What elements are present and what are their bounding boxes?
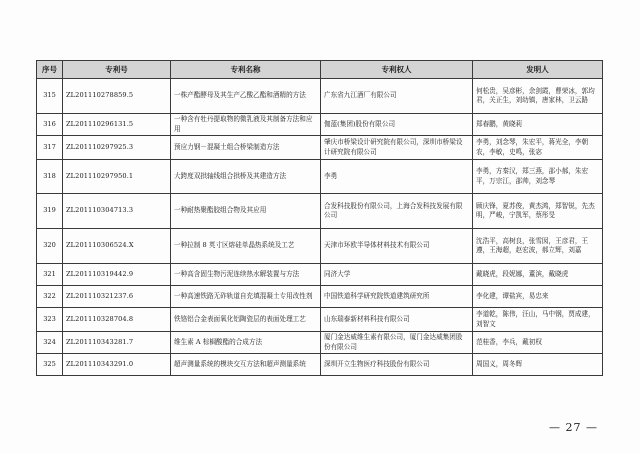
cell-patent-number: ZL201110296131.5 (63, 114, 171, 136)
cell-seq: 321 (37, 264, 63, 286)
cell-patent-name: 大跨度双拱轴线组合拱桥及其建造方法 (171, 160, 321, 194)
cell-inventor: 李化建，谭盐宾，易忠来 (473, 286, 603, 308)
cell-seq: 320 (37, 229, 63, 264)
header-patent-number: 专利号 (63, 61, 171, 79)
cell-seq: 323 (37, 308, 63, 332)
table-row (37, 79, 603, 114)
cell-inventor: 顾庆锋，夏苏俊，黄杰鸿，郑智锐，先杰明，严峻，宁凯军，蔡彤旻 (473, 194, 603, 229)
cell-seq: 319 (37, 194, 63, 229)
header-inventor: 发明人 (473, 61, 603, 79)
cell-inventor: 李勇，刘念琴，朱宏平，蒋光全，李朝农，李敏，史鸣，张宓 (473, 136, 603, 160)
cell-patent-number: ZL201110343281.7 (63, 332, 171, 354)
cell-patent-owner: 李勇 (321, 160, 473, 194)
table-row (37, 308, 603, 332)
table-row (37, 136, 603, 160)
table-row (37, 286, 603, 308)
cell-seq: 318 (37, 160, 63, 194)
patent-table (36, 60, 603, 376)
cell-patent-number: ZL201110321237.6 (63, 286, 171, 308)
cell-patent-owner: 厦门金达威维生素有限公司，厦门金达威集团股份有限公司 (321, 332, 473, 354)
cell-patent-name: 一种含有牡丹提取物的微乳液及其制备方法和应用 (171, 114, 321, 136)
cell-patent-number: ZL201110297925.3 (63, 136, 171, 160)
table-row (37, 332, 603, 354)
page-number: — 27 — (549, 421, 598, 434)
table-row (37, 114, 603, 136)
cell-patent-owner: 广东省九江酒厂有限公司 (321, 79, 473, 114)
cell-patent-number: ZL201110328704.8 (63, 308, 171, 332)
cell-patent-owner: 山东瑞泰新材料科技有限公司 (321, 308, 473, 332)
cell-patent-name: 维生素 A 棕榈酸酯的合成方法 (171, 332, 321, 354)
cell-patent-owner: 深圳开立生物医疗科技股份有限公司 (321, 354, 473, 376)
cell-inventor: 范桂香，李兵，戴初权 (473, 332, 603, 354)
cell-patent-name: 铁铬铝合金表面氧化铝陶瓷层的表面处理工艺 (171, 308, 321, 332)
cell-patent-name: 一种高速铁路无砟轨道自充填混凝土专用改性剂 (171, 286, 321, 308)
cell-inventor: 李勇，方秦汉，郑三燕，邵小郝，朱宏平，万宗江，邵帅，刘念琴 (473, 160, 603, 194)
cell-inventor: 戴晓虎，段妮娜，董滨，戴晓虎 (473, 264, 603, 286)
table-row (37, 160, 603, 194)
cell-patent-owner: 天津市环欧半导体材料技术有限公司 (321, 229, 473, 264)
cell-patent-name: 预应力钢－混凝土组合桥梁制造方法 (171, 136, 321, 160)
cell-inventor: 周国义，周冬辉 (473, 354, 603, 376)
cell-patent-name: 超声测量系统的模块交互方法和超声测量系统 (171, 354, 321, 376)
cell-inventor: 何松贵，吴彦彬，余剑霞，曹荣冰，郭均君，关正生，刘幼镇，唐家林，卫云路 (473, 79, 603, 114)
cell-inventor: 郑春鹏，黄晓莉 (473, 114, 603, 136)
table-row (37, 354, 603, 376)
table-row (37, 194, 603, 229)
header-patent-owner: 专利权人 (321, 61, 473, 79)
cell-patent-name: 一种耐热聚酯胶组合物及其应用 (171, 194, 321, 229)
cell-seq: 322 (37, 286, 63, 308)
cell-patent-number: ZL201110297950.1 (63, 160, 171, 194)
cell-patent-owner: 肇庆市桥梁设计研究院有限公司，深圳市桥梁设计研究院有限公司 (321, 136, 473, 160)
cell-patent-name: 一种拉制 8 英寸区熔硅单晶热系统及工艺 (171, 229, 321, 264)
cell-patent-number: ZL201110304713.3 (63, 194, 171, 229)
cell-patent-owner: 伽蓝(集团)股份有限公司 (321, 114, 473, 136)
cell-seq: 316 (37, 114, 63, 136)
cell-seq: 317 (37, 136, 63, 160)
cell-patent-number: ZL201110343291.0 (63, 354, 171, 376)
cell-inventor: 沈浩平，高树良，张雪囡，王彦君，王遵，王海超，赵宏波，郝立辉，刘嘉 (473, 229, 603, 264)
cell-inventor: 李道乾，陈伟，汪山，马中钢，贾成建，刘智文 (473, 308, 603, 332)
cell-patent-owner: 中国铁道科学研究院铁道建筑研究所 (321, 286, 473, 308)
cell-patent-name: 一株产酯酵母及其生产乙酸乙酯和酒精的方法 (171, 79, 321, 114)
table-header-row (37, 61, 603, 79)
cell-patent-name: 一种高含固生物污泥连续热水解装置与方法 (171, 264, 321, 286)
cell-patent-owner: 合发科技股份有限公司，上海合发科技发展有限公司 (321, 194, 473, 229)
cell-patent-number: ZL201110306524.X (63, 229, 171, 264)
cell-seq: 325 (37, 354, 63, 376)
header-patent-name: 专利名称 (171, 61, 321, 79)
cell-seq: 315 (37, 79, 63, 114)
table-row (37, 264, 603, 286)
cell-patent-number: ZL201110319442.9 (63, 264, 171, 286)
cell-seq: 324 (37, 332, 63, 354)
cell-patent-number: ZL201110278859.5 (63, 79, 171, 114)
cell-patent-owner: 同济大学 (321, 264, 473, 286)
table-row (37, 229, 603, 264)
header-seq: 序号 (37, 61, 63, 79)
